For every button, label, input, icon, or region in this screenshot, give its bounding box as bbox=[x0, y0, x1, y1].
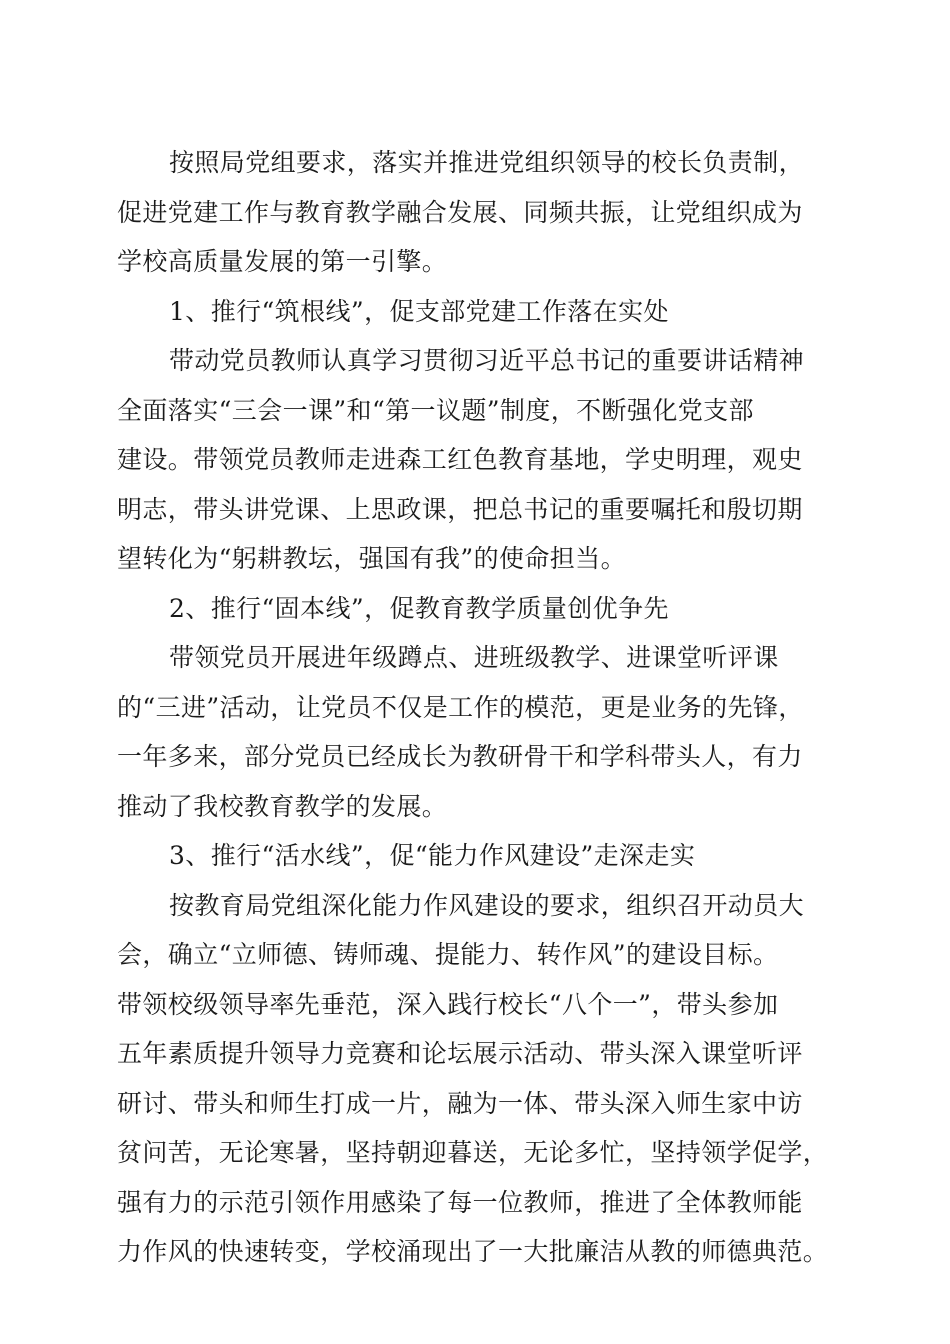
section-2-line: 推动了我校教育教学的发展。 bbox=[117, 791, 448, 821]
body-text bbox=[117, 138, 837, 1277]
section-3-line: 研讨、带头和师生打成一片，融为一体、带头深入师生家中访 bbox=[117, 1088, 803, 1118]
section-3-line: 按教育局党组深化能力作风建设的要求，组织召开动员大 bbox=[169, 890, 805, 920]
section-1-line: 望转化为“躬耕教坛，强国有我”的使命担当。 bbox=[117, 544, 626, 573]
section-heading-2: 2、推行“固本线”，促教育教学质量创优争先 bbox=[169, 593, 669, 623]
section-2-line: 的“三进”活动，让党员不仅是工作的模范，更是业务的先锋， bbox=[117, 692, 804, 722]
section-3-line: 力作风的快速转变，学校涌现出了一大批廉洁从教的师德典范。 bbox=[117, 1237, 829, 1266]
section-1-line: 全面落实“三会一课”和“第一议题”制度，不断强化党支部 bbox=[117, 395, 754, 425]
paragraph-intro-line: 按照局党组要求，落实并推进党组织领导的校长负责制， bbox=[169, 148, 805, 177]
section-3-line: 带领校级领导率先垂范，深入践行校长“八个一”，带头参加 bbox=[117, 989, 779, 1019]
paragraph-intro-line: 促进党建工作与教育教学融合发展、同频共振，让党组织成为 bbox=[117, 197, 803, 227]
section-3-line: 贫问苦，无论寒暑，坚持朝迎暮送，无论多忙，坚持领学促学， bbox=[117, 1138, 829, 1167]
section-1-line: 明志，带头讲党课、上思政课，把总书记的重要嘱托和殷切期 bbox=[117, 494, 803, 524]
section-1-line: 建设。带领党员教师走进森工红色教育基地，学史明理，观史 bbox=[117, 445, 803, 474]
section-heading-1: 1、推行“筑根线”，促支部党建工作落在实处 bbox=[169, 296, 669, 326]
section-3-line: 会，确立“立师德、铸师魂、提能力、转作风”的建设目标。 bbox=[117, 940, 779, 969]
section-1-line: 带动党员教师认真学习贯彻习近平总书记的重要讲话精神 bbox=[169, 346, 805, 375]
section-3-line: 强有力的示范引领作用感染了每一位教师，推进了全体教师能 bbox=[117, 1187, 803, 1217]
section-heading-3: 3、推行“活水线”，促“能力作风建设”走深走实 bbox=[169, 841, 696, 870]
paragraph-intro-line: 学校高质量发展的第一引擎。 bbox=[117, 247, 448, 276]
section-2-line: 带领党员开展进年级蹲点、进班级教学、进课堂听评课 bbox=[169, 643, 779, 672]
section-3-line: 五年素质提升领导力竞赛和论坛展示活动、带头深入课堂听评 bbox=[117, 1039, 803, 1068]
section-2-line: 一年多来，部分党员已经成长为教研骨干和学科带头人，有力 bbox=[117, 742, 803, 771]
